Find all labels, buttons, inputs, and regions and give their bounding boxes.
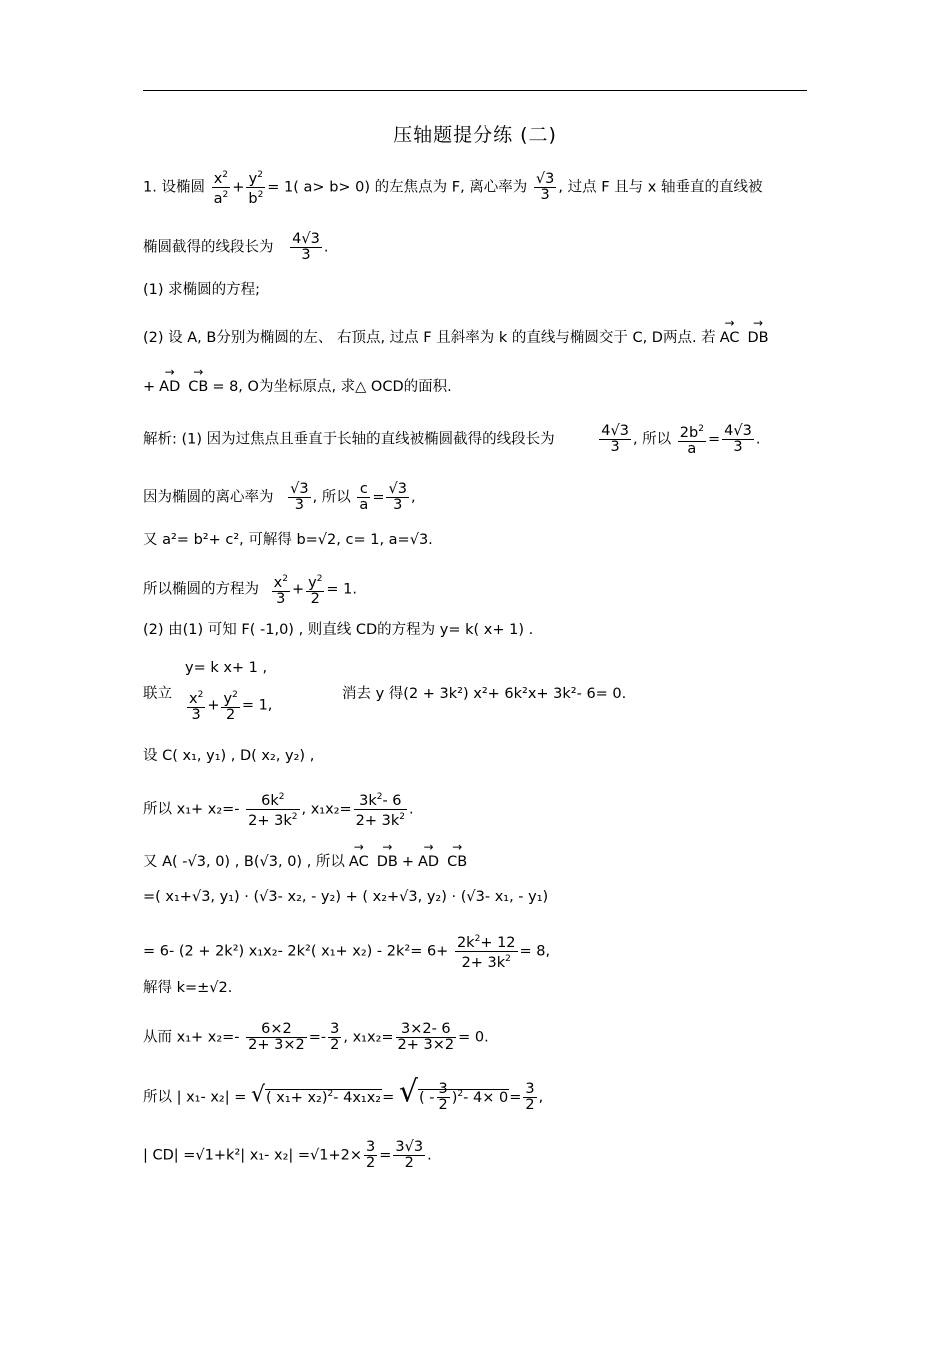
question-1: (1) 求椭圆的方程;	[143, 282, 261, 298]
system-eq-1: y= k x+ 1 ,	[185, 660, 268, 676]
solution-line-5: (2) 由(1) 可知 F( -1,0) , 则直线 CD的方程为 y= k( x+ 1) .	[143, 622, 534, 638]
question-2: (2) 设 A, B分别为椭圆的左、 右顶点, 过点 F 且斜率为 k 的直线与椭圆交于 C, D两点. 若→ AC→ DB	[143, 328, 773, 348]
solution-line-6: 联立	[143, 686, 172, 702]
solution-line-7: 设 C( x₁, y₁) , D( x₂, y₂) ,	[143, 748, 315, 764]
eliminate-y: 消去 y 得(2 + 3k²) x²+ 6k²x+ 3k²- 6= 0.	[342, 686, 627, 702]
page-title: 压轴题提分练 (二)	[393, 124, 557, 146]
solution-line-15: | CD| =√1+k²| x₁- x₂| =√1+2× $\frac{3}{2}$ = $\frac{3√3}{2}$ .	[143, 1139, 432, 1171]
question-2-cont: +→ AD→ CB = 8, O为坐标原点, 求△ OCD的面积.	[143, 377, 452, 397]
system-eq-2: $\frac{x^2}{3}$ + $\frac{y^2}{2}$ = 1,	[189, 690, 273, 723]
solution-line-11: = 6- (2 + 2k²) x₁x₂- 2k²( x₁+ x₂) - 2k²= 6+ $\frac{2k^2+ 12}{2+ 3k^2}$ = 8,	[143, 934, 551, 971]
solution-line-9: 又 A( -√3, 0) , B(√3, 0) , 所以→ AC→ DB +→ AD→ CB	[143, 852, 471, 872]
problem-line-2: 椭圆截得的线段长为 $\frac{4√3}{3}$ .	[143, 231, 329, 263]
problem-line-1: 1. 设椭圆 $\frac{x^2}{a^2}$ + $\frac{y^2}{b^2}$ = 1( a> b> 0) 的左焦点为 F, 离心率为 $\frac{√3}{3}$ , 过点 F 且与 x 轴垂直的直线被	[143, 170, 763, 207]
solution-line-13: 从而 x₁+ x₂=- $\frac{6\times 2}{2+ 3\times 2}$ =- $\frac{3}{2}$ , x₁x₂= $\frac{3\times 2- 6}{2+ 3\times 2}$ = 0.	[143, 1021, 489, 1053]
solution-line-3: 又 a²= b²+ c², 可解得 b=√2, c= 1, a=√3.	[143, 532, 433, 548]
solution-line-14: 所以 | x₁- x₂| = √( x₁+ x₂)$^2$- 4x₁x₂= √( - $\frac{3}{2}$ )$^2$- 4× 0= $\frac{3}{2}$ ,	[143, 1074, 544, 1113]
solution-line-4: 所以椭圆的方程为 $\frac{x^2}{3}$ + $\frac{y^2}{2}$ = 1.	[143, 574, 358, 607]
solution-line-12: 解得 k=±√2.	[143, 980, 233, 996]
solution-line-2: 因为椭圆的离心率为 $\frac{√3}{3}$ , 所以 $\frac{c}{a}$ = $\frac{√3}{3}$ ,	[143, 481, 416, 513]
solution-line-1: 解析: (1) 因为过焦点且垂直于长轴的直线被椭圆截得的线段长为 $\frac{4√3}{3}$ , 所以 $\frac{2b^2}{a}$ = $\frac{4√3}{3}$ .	[143, 422, 761, 457]
solution-line-8: 所以 x₁+ x₂=- $\frac{6k^2}{2+ 3k^2}$ , x₁x₂= $\frac{3k^2- 6}{2+ 3k^2}$ .	[143, 792, 414, 829]
solution-line-10: =( x₁+√3, y₁) · (√3- x₂, - y₂) + ( x₂+√3, y₂) · (√3- x₁, - y₁)	[143, 889, 549, 905]
top-rule	[143, 90, 807, 91]
